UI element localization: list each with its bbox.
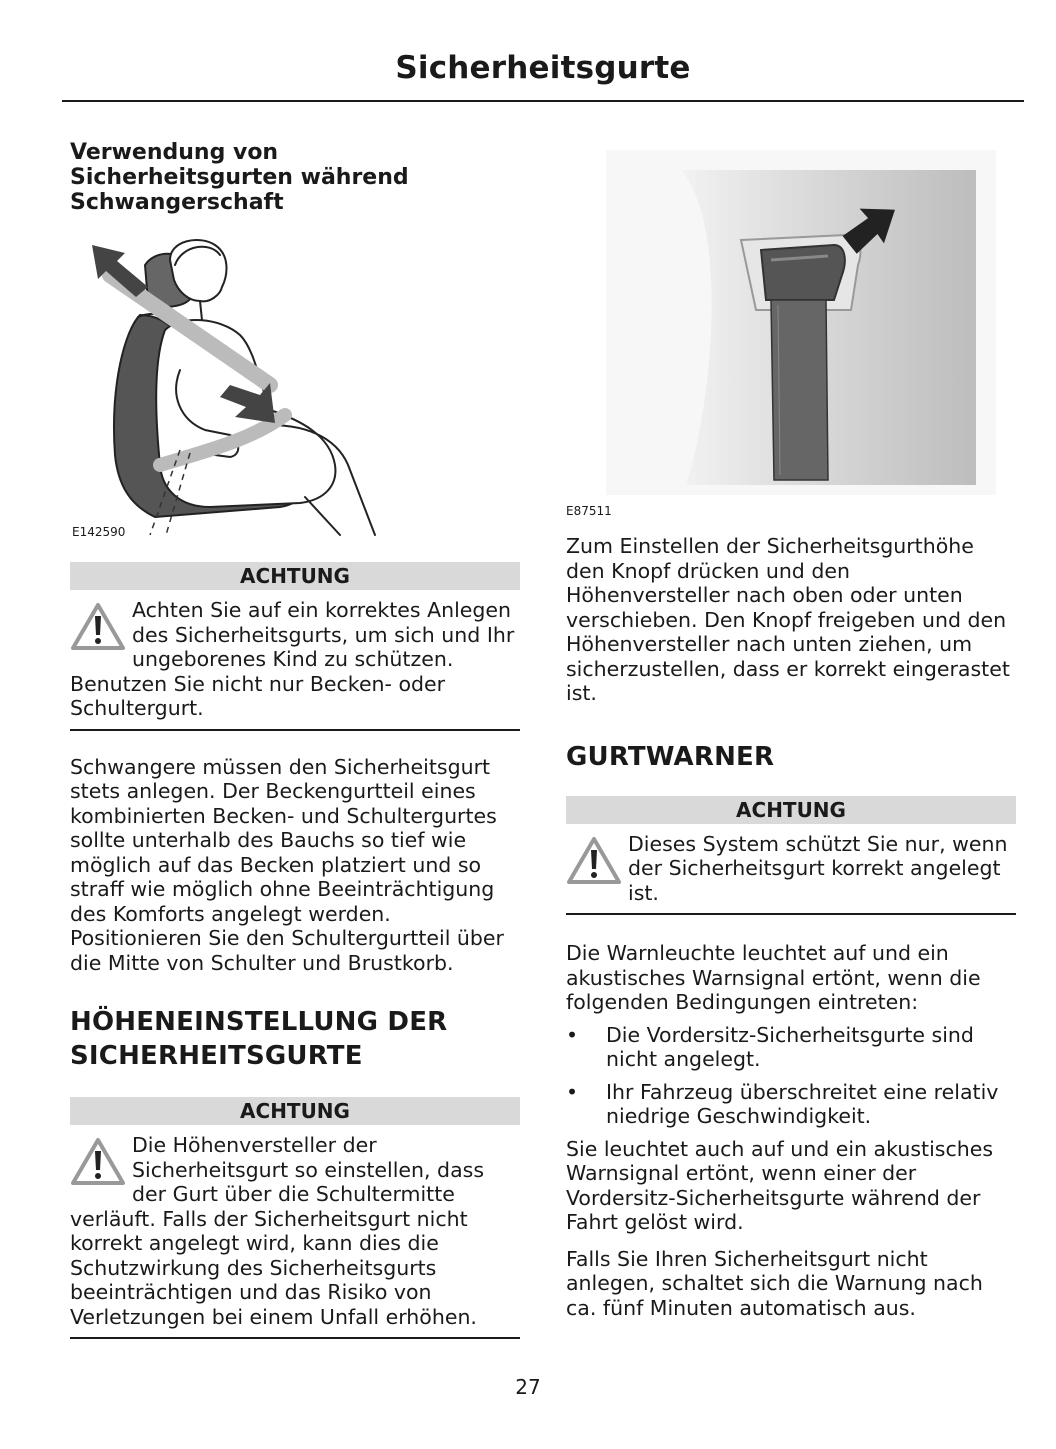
- condition-list: [566, 1023, 1016, 1129]
- warning-label: ACHTUNG: [70, 562, 520, 590]
- pregnant-woman-seat-image: [70, 235, 520, 553]
- pregnancy-seatbelt-illustration: [70, 235, 520, 553]
- gurtwarner-paragraph-3: Falls Sie Ihren Sicherheitsgurt nicht anlegen, schaltet sich die Warnung nach ca. fünf Minuten automatisch aus.: [566, 1246, 983, 1320]
- divider: [70, 1337, 520, 1339]
- bullet-icon: •: [566, 1079, 579, 1104]
- warning-box-3: [566, 796, 1016, 916]
- gurtwarner-paragraph-2: Sie leuchtet auch auf und ein akustisches Warnsignal ertönt, wenn einer der Vordersitz-Sicherheitsgurte während der Fahrt gelöst wird.: [566, 1136, 994, 1234]
- warning-box-1: [70, 562, 520, 731]
- warning-label: ACHTUNG: [70, 1097, 520, 1125]
- list-item: [566, 1080, 1016, 1129]
- warning-body: [70, 1125, 520, 1329]
- figure-id-e142590: E142590: [72, 525, 126, 539]
- left-column: [70, 140, 520, 1339]
- warning-triangle-icon: [566, 836, 622, 886]
- height-adjuster-illustration: [566, 140, 1016, 522]
- list-item-text: Ihr Fahrzeug überschreitet eine relativ niedrige Geschwindigkeit.: [606, 1079, 999, 1128]
- warning-body: [70, 590, 520, 721]
- divider: [70, 729, 520, 731]
- gurtwarner-intro-text: Die Warnleuchte leuchtet auf und ein akustisches Warnsignal ertönt, wenn die folgenden Bedingungen eintreten:: [566, 941, 981, 1014]
- warning-text: Die Höhenversteller der Sicherheitsgurt so einstellen, dass der Gurt über die Schultermitte verläuft. Falls der Sicherheitsgurt nicht korrekt angelegt wird, kann dies die Schutzwirkung des Sicherheitsgurts beeinträchtigen und das Risiko von Verletzungen bei einem Unfall erhöhen.: [70, 1133, 484, 1329]
- right-column: [566, 140, 1016, 1320]
- warning-body: [566, 824, 1016, 906]
- page-title: Sicherheitsgurte: [395, 50, 691, 86]
- list-item: [566, 1023, 1016, 1072]
- height-adjustment-heading: HÖHENEINSTELLUNG DER SICHERHEITSGURTE: [70, 1007, 448, 1071]
- bullet-icon: •: [566, 1022, 579, 1047]
- warning-triangle-icon: [70, 1137, 126, 1187]
- belt-height-adjuster-image: [566, 140, 1016, 500]
- gurtwarner-heading: GURTWARNER: [566, 741, 775, 772]
- divider: [566, 913, 1016, 915]
- pregnancy-heading: Verwendung von Sicherheitsgurten während Schwangerschaft: [70, 140, 409, 215]
- warning-text: Dieses System schützt Sie nur, wenn der Sicherheitsgurt korrekt angelegt ist.: [628, 831, 1008, 905]
- warning-triangle-icon: [70, 602, 126, 652]
- warning-label: ACHTUNG: [566, 796, 1016, 824]
- figure-id-e87511: E87511: [566, 504, 612, 518]
- height-adjustment-text: Zum Einstellen der Sicherheitsgurthöhe den Knopf drücken und den Höhenversteller nach oben oder unten verschieben. Den Knopf freigeben und den Höhenversteller nach unten ziehen, um sicherzustellen, dass er korrekt eingerastet ist.: [566, 534, 1010, 705]
- warning-text: Achten Sie auf ein korrektes Anlegen des Sicherheitsgurts, um sich und Ihr ungeborenes Kind zu schützen. Benutzen Sie nicht nur Becken- oder Schultergurt.: [70, 598, 515, 720]
- pregnancy-text: Schwangere müssen den Sicherheitsgurt stets anlegen. Der Beckengurtteil eines kombinierten Becken- und Schultergurtes sollte unterhalb des Bauchs so tief wie möglich auf das Becken platziert und so straff wie möglich ohne Beeinträchtigung des Komforts angelegt werden. Positionieren Sie den Schultergurtteil über die Mitte von Schulter und Brustkorb.: [70, 754, 504, 975]
- list-item-text: Die Vordersitz-Sicherheitsgurte sind nicht angelegt.: [606, 1022, 974, 1071]
- page-number: 27: [515, 1375, 541, 1399]
- warning-box-2: [70, 1097, 520, 1339]
- page-header: [62, 40, 1024, 102]
